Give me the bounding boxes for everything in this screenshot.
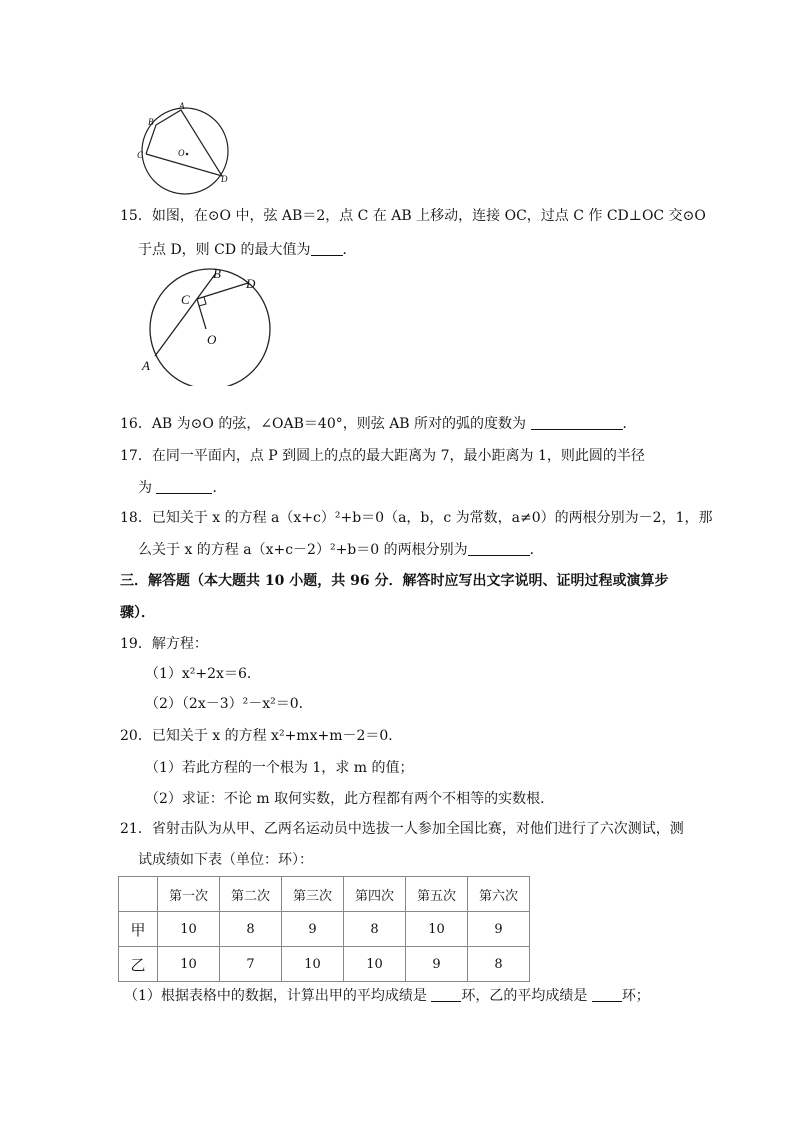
q21-part1-text: （1）根据表格中的数据，计算出甲的平均成绩是	[124, 988, 427, 1004]
label-a: A	[179, 101, 185, 111]
q21-line2: 试成绩如下表（单位：环）：	[138, 852, 313, 868]
table-header-row	[119, 877, 530, 912]
q15-line2-end: ．	[342, 242, 357, 258]
q19-part2: （2）（2x－3）²－x²＝0．	[145, 696, 313, 712]
q17-line1: 17．在同一平面内，点 P 到圆上的点的最大距离为 7，最小距离为 1，则此圆的半径	[120, 448, 645, 464]
label-c: C	[137, 150, 144, 160]
score-cell: 9	[406, 947, 468, 982]
table-row	[119, 912, 530, 947]
score-cell: 7	[220, 947, 282, 982]
q21-avg-jia-blank[interactable]	[431, 987, 461, 1002]
header-cell: 第二次	[220, 877, 282, 912]
label-a: A	[142, 358, 150, 373]
score-cell: 10	[406, 912, 468, 947]
label-b: B	[213, 266, 221, 281]
q18-line2	[138, 540, 544, 560]
q15-line1: 15．如图，在⊙O 中，弦 AB＝2，点 C 在 AB 上移动，连接 OC，过点 C 作 CD⊥OC 交⊙O	[120, 208, 706, 224]
header-cell: 第三次	[282, 877, 344, 912]
header-cell: 第四次	[344, 877, 406, 912]
q21-part1	[124, 986, 650, 1006]
q15-line2-text: 于点 D，则 CD 的最大值为	[138, 242, 311, 258]
q21-part1-mid: 环，乙的平均成绩是	[461, 988, 588, 1004]
header-cell: 第六次	[468, 877, 530, 912]
q18-answer-blank[interactable]	[468, 541, 530, 556]
q16-answer-blank[interactable]	[531, 415, 623, 430]
label-c: C	[181, 292, 190, 307]
q18-line1: 18．已知关于 x 的方程 a（x+c）²+b＝0（a，b，c 为常数，a≠0）的两根分别为－2，1，那	[120, 510, 713, 526]
q17-line2-text: 为	[138, 480, 152, 496]
section3-heading-line1: 三．解答题（本大题共 10 小题，共 96 分．解答时应写出文字说明、证明过程或演算步	[120, 573, 669, 589]
q18-end: ．	[529, 542, 544, 558]
label-b: B	[148, 117, 154, 127]
score-table	[118, 876, 530, 982]
label-o: O	[207, 332, 217, 347]
q20-title: 20．已知关于 x 的方程 x²+mx+m－2＝0．	[120, 728, 403, 744]
q18-line2-text: 么关于 x 的方程 a（x+c－2）²+b＝0 的两根分别为	[138, 542, 468, 558]
figure-q14	[135, 98, 245, 198]
label-o: O	[178, 148, 185, 158]
table-row	[119, 947, 530, 982]
score-cell: 9	[282, 912, 344, 947]
score-cell: 10	[282, 947, 344, 982]
circle-o	[142, 108, 228, 194]
q21-line1: 21．省射击队为从甲、乙两名运动员中选拔一人参加全国比赛，对他们进行了六次测试，测	[120, 821, 684, 837]
score-cell: 8	[468, 947, 530, 982]
q15-answer-blank[interactable]	[311, 241, 343, 256]
segment-cd	[197, 283, 248, 299]
center-dot	[186, 153, 189, 156]
chord-polyline	[146, 110, 222, 176]
score-cell: 9	[468, 912, 530, 947]
score-cell: 8	[344, 912, 406, 947]
score-cell: 10	[344, 947, 406, 982]
q16-text: 16．AB 为⊙O 的弦，∠OAB＝40°，则弦 AB 所对的弧的度数为	[120, 416, 527, 432]
q16-line	[120, 414, 637, 434]
q15-line2	[138, 240, 357, 260]
figure-q15	[138, 266, 278, 386]
q16-end: ．	[622, 416, 637, 432]
q17-end: ．	[212, 480, 227, 496]
q19-title: 19．解方程：	[120, 636, 208, 652]
q20-part2: （2）求证：不论 m 取何实数，此方程都有两个不相等的实数根．	[145, 791, 555, 807]
label-d: D	[221, 174, 228, 184]
q17-answer-blank[interactable]	[156, 479, 212, 494]
row-name-cell: 乙	[119, 947, 158, 982]
score-cell: 10	[158, 947, 220, 982]
q17-line2	[138, 478, 226, 498]
q21-part1-end: 环；	[621, 988, 650, 1004]
q19-part1: （1）x²+2x＝6．	[145, 666, 261, 682]
q21-avg-yi-blank[interactable]	[592, 987, 622, 1002]
segment-oc	[197, 299, 206, 329]
score-cell: 8	[220, 912, 282, 947]
header-cell: 第五次	[406, 877, 468, 912]
row-name-cell: 甲	[119, 912, 158, 947]
score-cell: 10	[158, 912, 220, 947]
label-d: D	[246, 276, 256, 291]
table-corner-cell	[119, 877, 158, 912]
header-cell: 第一次	[158, 877, 220, 912]
q20-part1: （1）若此方程的一个根为 1，求 m 的值；	[145, 760, 414, 776]
section3-heading-line2: 骤）．	[120, 605, 155, 621]
